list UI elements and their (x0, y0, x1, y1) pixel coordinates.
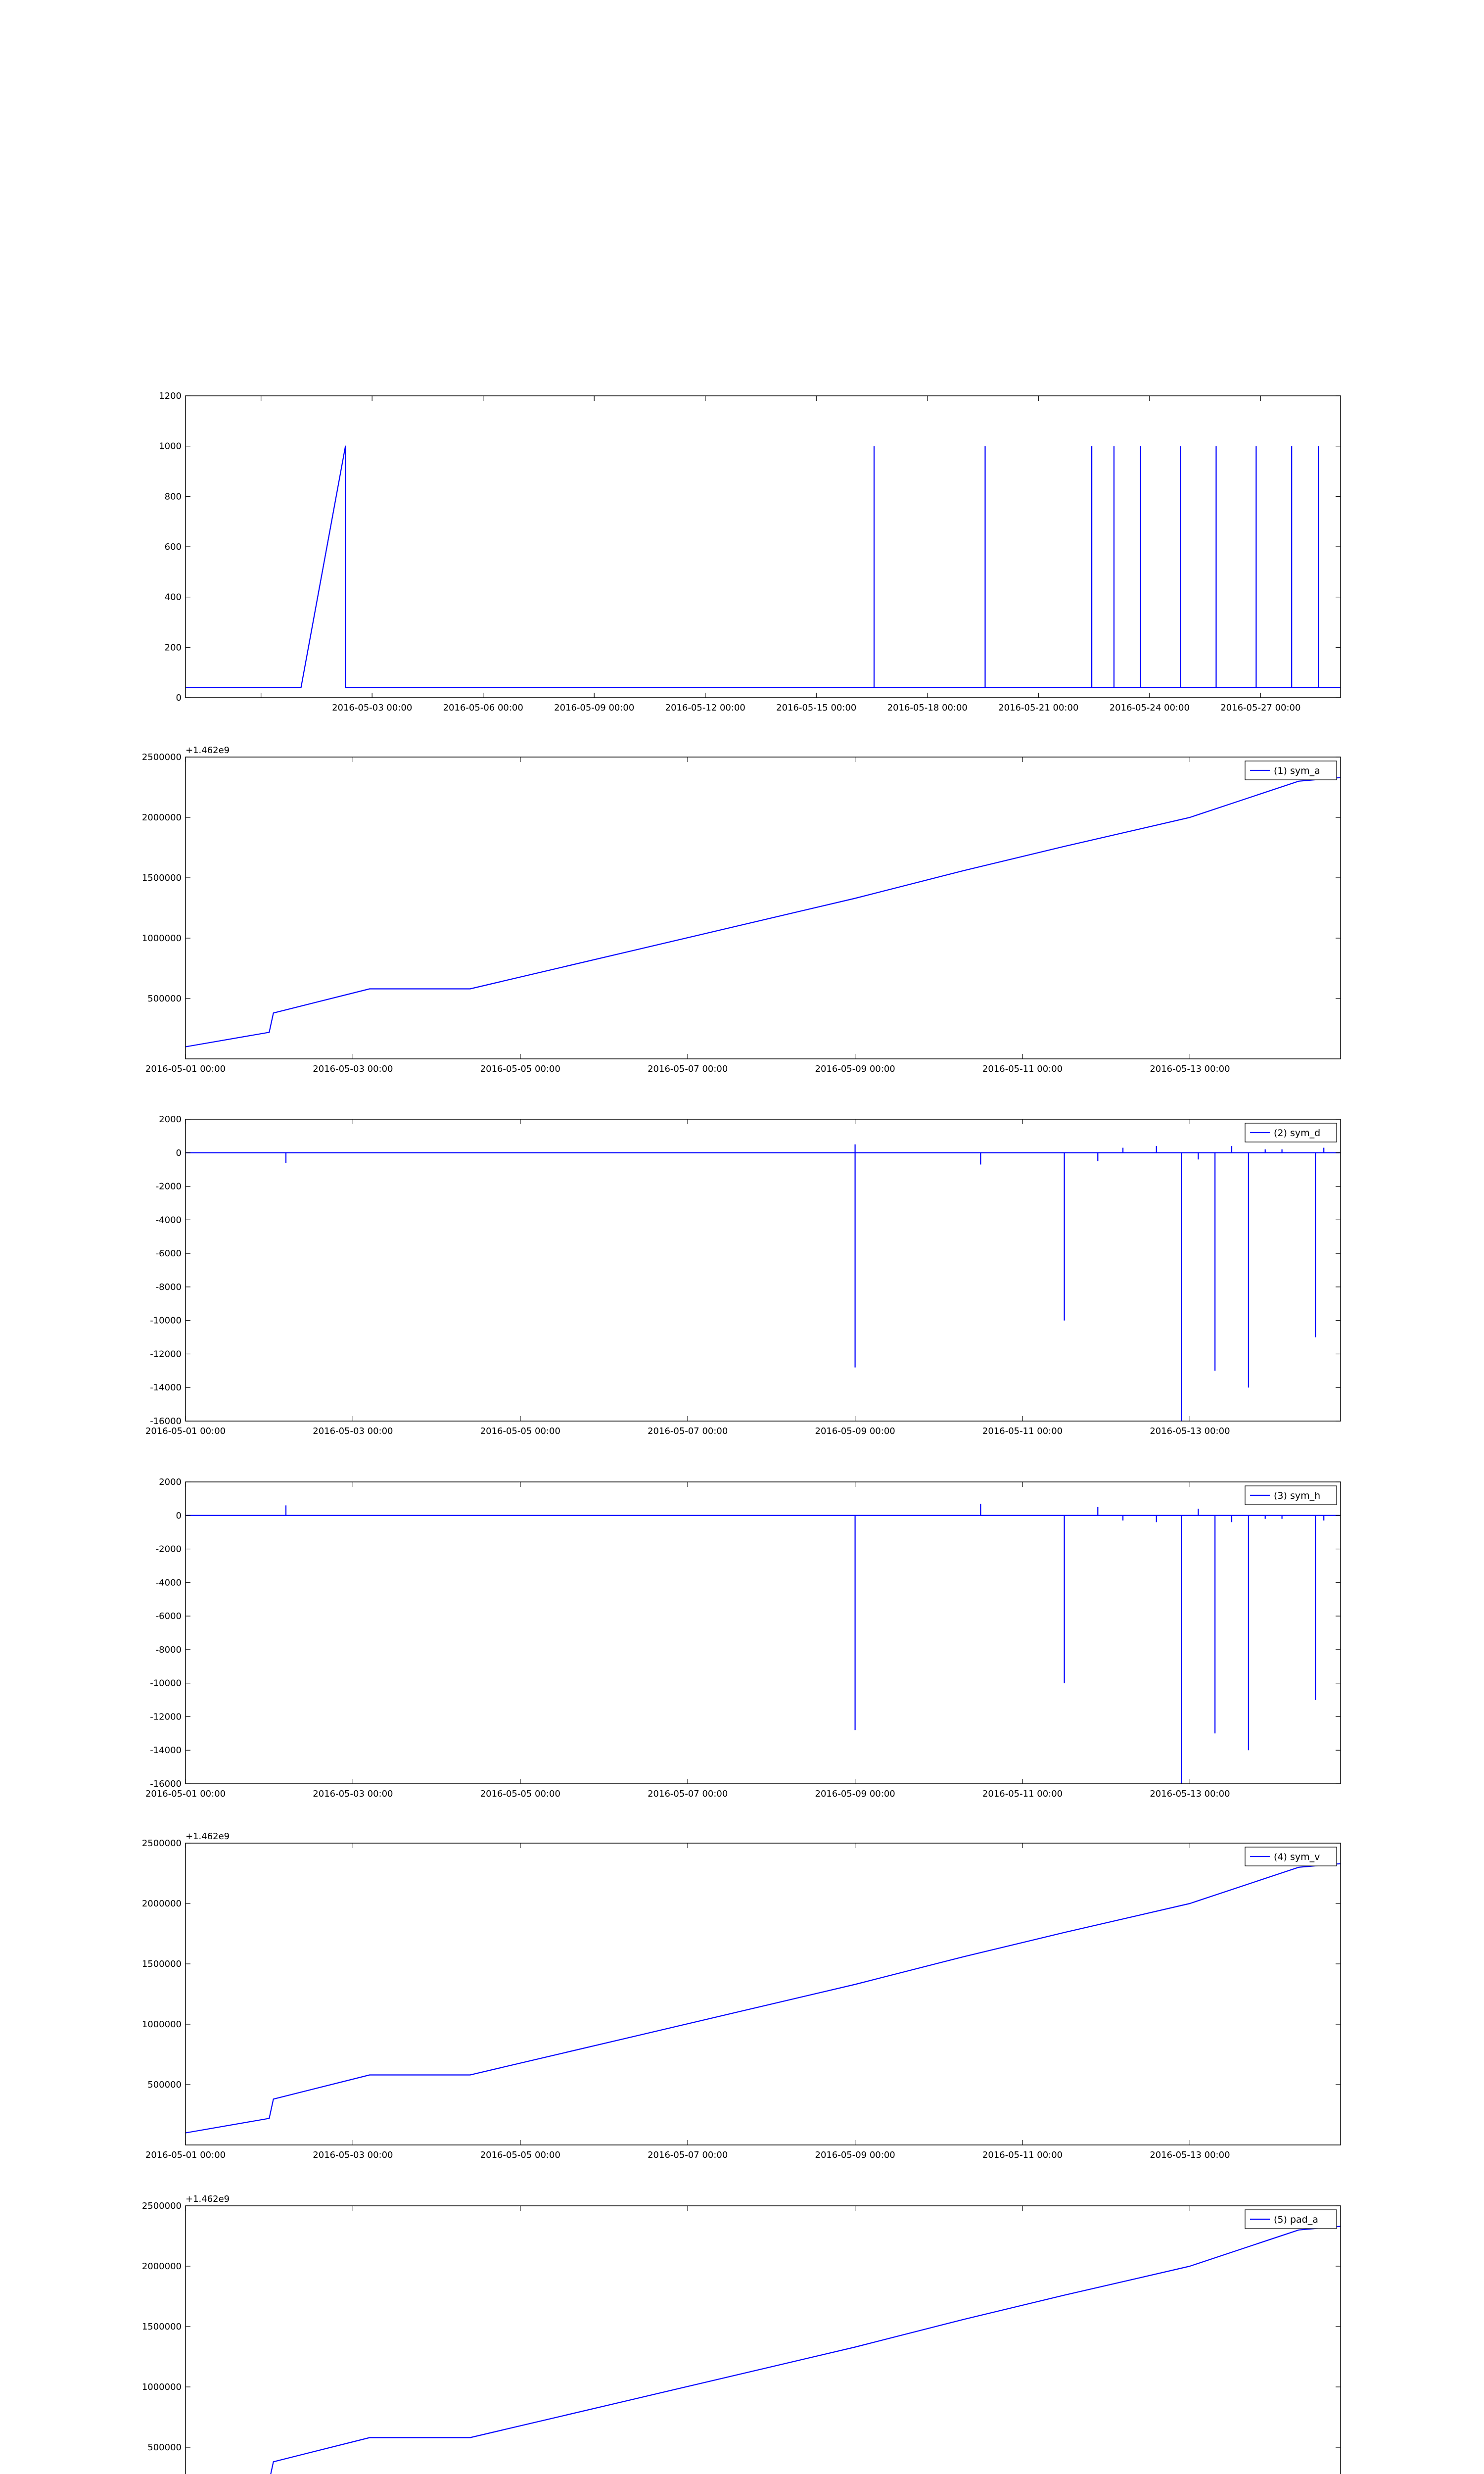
y-tick-label: 500000 (147, 2442, 182, 2453)
x-tick-label: 2016-05-15 00:00 (776, 703, 857, 713)
x-tick-label: 2016-05-05 00:00 (480, 1789, 560, 1799)
x-tick-label: 2016-05-09 00:00 (815, 1789, 895, 1799)
x-tick-label: 2016-05-07 00:00 (648, 1064, 728, 1074)
legend-label: (5) pad_a (1274, 2214, 1318, 2225)
x-tick-label: 2016-05-18 00:00 (887, 703, 968, 713)
y-tick-label: -6000 (155, 1248, 182, 1259)
y-tick-label: 1000 (159, 441, 182, 452)
x-tick-label: 2016-05-01 00:00 (145, 1426, 226, 1436)
y-tick-label: 500000 (147, 994, 182, 1004)
y-tick-label: 1500000 (141, 1959, 182, 1969)
axis-offset-label: +1.462e9 (186, 745, 230, 756)
y-tick-label: -8000 (155, 1644, 182, 1655)
x-tick-label: 2016-05-05 00:00 (480, 1426, 560, 1436)
x-tick-label: 2016-05-07 00:00 (648, 1426, 728, 1436)
y-tick-label: -2000 (155, 1544, 182, 1555)
x-tick-label: 2016-05-24 00:00 (1109, 703, 1190, 713)
y-tick-label: 2000 (159, 1114, 182, 1125)
y-tick-label: -10000 (150, 1315, 182, 1326)
y-tick-label: -14000 (150, 1745, 182, 1756)
legend-label: (4) sym_v (1274, 1852, 1320, 1862)
y-tick-label: 500000 (147, 2080, 182, 2090)
x-tick-label: 2016-05-11 00:00 (982, 2150, 1063, 2160)
y-tick-label: 800 (164, 491, 182, 502)
y-tick-label: 2500000 (141, 1838, 182, 1849)
y-tick-label: -12000 (150, 1349, 182, 1360)
y-tick-label: 0 (176, 693, 182, 703)
y-tick-label: 400 (164, 592, 182, 603)
x-tick-label: 2016-05-03 00:00 (313, 1789, 393, 1799)
x-tick-label: 2016-05-01 00:00 (145, 1064, 226, 1074)
x-tick-label: 2016-05-06 00:00 (443, 703, 523, 713)
x-tick-label: 2016-05-27 00:00 (1220, 703, 1301, 713)
y-tick-label: -16000 (150, 1779, 182, 1789)
x-tick-label: 2016-05-05 00:00 (480, 1064, 560, 1074)
y-tick-label: 2500000 (141, 752, 182, 762)
x-tick-label: 2016-05-09 00:00 (815, 1064, 895, 1074)
y-tick-label: 2000000 (141, 2261, 182, 2272)
y-tick-label: 1000000 (141, 2382, 182, 2392)
x-tick-label: 2016-05-13 00:00 (1150, 1789, 1230, 1799)
axis-offset-label: +1.462e9 (186, 2194, 230, 2204)
x-tick-label: 2016-05-13 00:00 (1150, 2150, 1230, 2160)
x-tick-label: 2016-05-03 00:00 (332, 703, 413, 713)
axis-offset-label: +1.462e9 (186, 1831, 230, 1842)
y-tick-label: -4000 (155, 1215, 182, 1226)
x-tick-label: 2016-05-12 00:00 (665, 703, 745, 713)
y-tick-label: -10000 (150, 1678, 182, 1689)
y-tick-label: 200 (164, 642, 182, 653)
y-tick-label: 2000 (159, 1477, 182, 1487)
y-tick-label: 1000000 (141, 2019, 182, 2030)
x-tick-label: 2016-05-21 00:00 (998, 703, 1079, 713)
y-tick-label: 2000000 (141, 1899, 182, 1909)
y-tick-label: 0 (176, 1147, 182, 1158)
x-tick-label: 2016-05-05 00:00 (480, 2150, 560, 2160)
y-tick-label: -6000 (155, 1611, 182, 1622)
y-tick-label: 2000000 (141, 812, 182, 823)
y-tick-label: 1500000 (141, 873, 182, 883)
x-tick-label: 2016-05-11 00:00 (982, 1064, 1063, 1074)
y-tick-label: -16000 (150, 1416, 182, 1427)
y-tick-label: -2000 (155, 1181, 182, 1192)
x-tick-label: 2016-05-13 00:00 (1150, 1426, 1230, 1436)
x-tick-label: 2016-05-01 00:00 (145, 2150, 226, 2160)
x-tick-label: 2016-05-03 00:00 (313, 2150, 393, 2160)
x-tick-label: 2016-05-13 00:00 (1150, 1064, 1230, 1074)
legend-label: (1) sym_a (1274, 765, 1320, 776)
x-tick-label: 2016-05-07 00:00 (648, 2150, 728, 2160)
x-tick-label: 2016-05-09 00:00 (554, 703, 635, 713)
y-tick-label: -8000 (155, 1282, 182, 1292)
x-tick-label: 2016-05-11 00:00 (982, 1426, 1063, 1436)
y-tick-label: -4000 (155, 1577, 182, 1588)
y-tick-label: 1500000 (141, 2322, 182, 2332)
legend-label: (3) sym_h (1274, 1490, 1321, 1501)
y-tick-label: -14000 (150, 1382, 182, 1393)
y-tick-label: 0 (176, 1510, 182, 1521)
x-tick-label: 2016-05-01 00:00 (145, 1789, 226, 1799)
y-tick-label: 1000000 (141, 933, 182, 944)
x-tick-label: 2016-05-03 00:00 (313, 1426, 393, 1436)
y-tick-label: 600 (164, 542, 182, 552)
x-tick-label: 2016-05-03 00:00 (313, 1064, 393, 1074)
x-tick-label: 2016-05-07 00:00 (648, 1789, 728, 1799)
y-tick-label: 1200 (159, 391, 182, 401)
y-tick-label: 2500000 (141, 2201, 182, 2211)
legend-label: (2) sym_d (1274, 1128, 1321, 1139)
x-tick-label: 2016-05-11 00:00 (982, 1789, 1063, 1799)
y-tick-label: -12000 (150, 1712, 182, 1722)
x-tick-label: 2016-05-09 00:00 (815, 2150, 895, 2160)
x-tick-label: 2016-05-09 00:00 (815, 1426, 895, 1436)
